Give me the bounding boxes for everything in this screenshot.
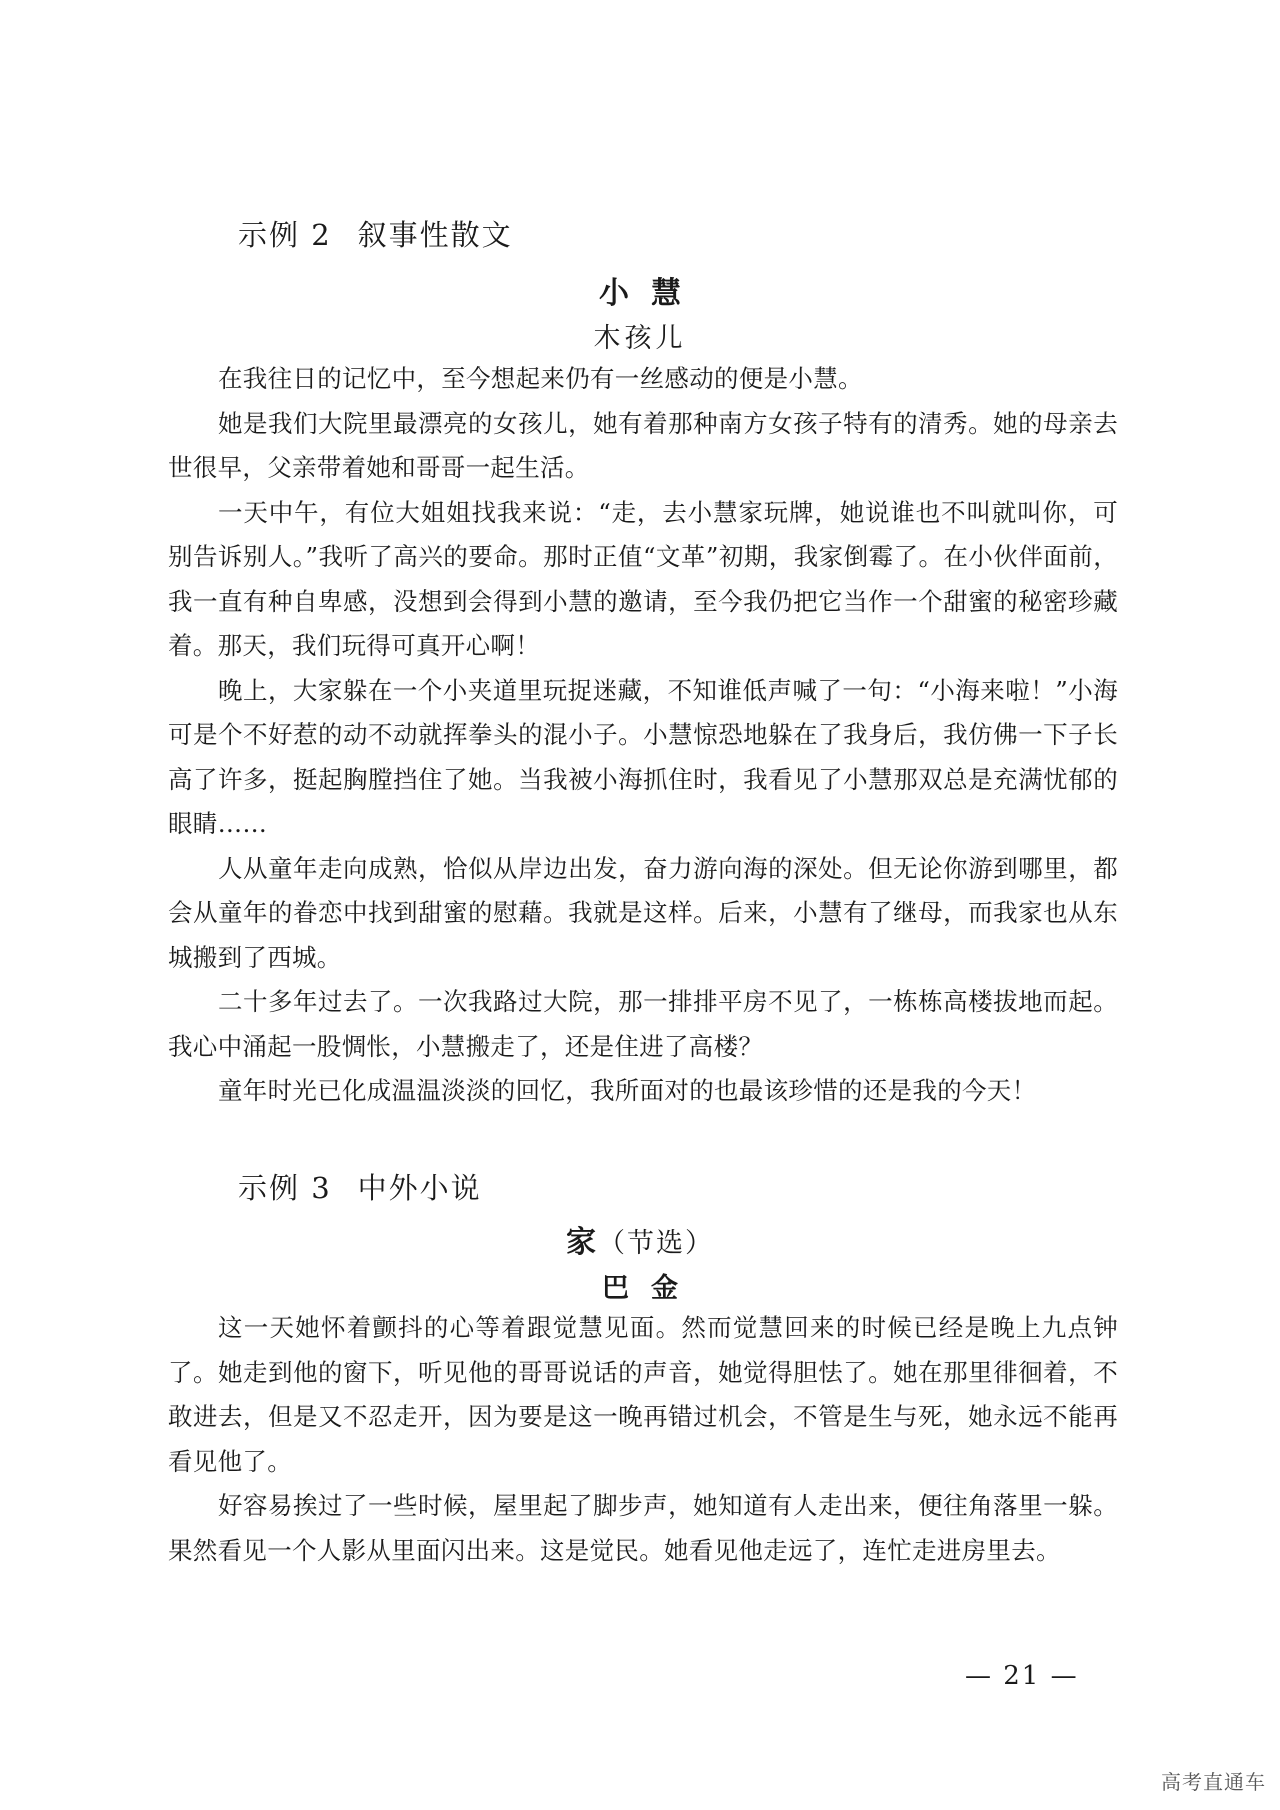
example-3-genre: 中外小说	[357, 1171, 482, 1205]
example-3-label: 示例 3	[238, 1171, 332, 1205]
novel-title-note: （节选）	[598, 1228, 714, 1259]
example-2-label: 示例 2	[238, 218, 332, 252]
essay-paragraph-5: 人从童年走向成熟，恰似从岸边出发，奋力游向海的深处。但无论你游到哪里，都会从童年的眷恋中找到甜蜜的慰藉。我就是这样。后来，小慧有了继母，而我家也从东城搬到了西城。	[168, 853, 1118, 972]
novel-author: 巴金	[602, 1273, 700, 1304]
novel-title-text: 家	[566, 1225, 598, 1260]
essay-paragraph-1: 在我往日的记忆中，至今想起来仍有一丝感动的便是小慧。	[218, 364, 863, 393]
essay-paragraph-7: 童年时光已化成温温淡淡的回忆，我所面对的也最该珍惜的还是我的今天！	[218, 1076, 1037, 1105]
example-2-heading	[238, 213, 513, 254]
page-number: — 21 —	[965, 1661, 1079, 1691]
essay-paragraph-2: 她是我们大院里最漂亮的女孩儿，她有着那种南方女孩子特有的清秀。她的母亲去世很早，父亲带着她和哥哥一起生活。	[168, 408, 1118, 482]
essay-paragraph-4: 晚上，大家躲在一个小夹道里玩捉迷藏，不知谁低声喊了一句：“小海来啦！”小海可是个不好惹的动不动就挥拳头的混小子。小慧惊恐地躲在了我身后，我仿佛一下子长高了许多，挺起胸膛挡住了她。当我被小海抓住时，我看见了小慧那双总是充满忧郁的眼睛……	[168, 675, 1118, 838]
example-2-genre: 叙事性散文	[357, 218, 513, 252]
essay-author: 木孩儿	[593, 323, 687, 354]
novel-body	[168, 1306, 1118, 1573]
example-3-heading	[238, 1166, 482, 1207]
watermark: 高考直通车	[1161, 1770, 1266, 1794]
novel-paragraph-2: 好容易挨过了一些时候，屋里起了脚步声，她知道有人走出来，便往角落里一躲。果然看见一个人影从里面闪出来。这是觉民。她看见他走远了，连忙走进房里去。	[168, 1491, 1118, 1565]
essay-title: 小慧	[599, 276, 703, 311]
essay-paragraph-3: 一天中午，有位大姐姐找我来说：“走，去小慧家玩牌，她说谁也不叫就叫你，可别告诉别人。”我听了高兴的要命。那时正值“文革”初期，我家倒霉了。在小伙伴面前，我一直有种自卑感，没想到会得到小慧的邀请，至今我仍把它当作一个甜蜜的秘密珍藏着。那天，我们玩得可真开心啊！	[168, 497, 1118, 660]
essay-paragraph-6: 二十多年过去了。一次我路过大院，那一排排平房不见了，一栋栋高楼拔地而起。我心中涌起一股惆怅，小慧搬走了，还是住进了高楼？	[168, 987, 1118, 1061]
essay-body	[168, 357, 1118, 1114]
novel-paragraph-1: 这一天她怀着颤抖的心等着跟觉慧见面。然而觉慧回来的时候已经是晚上九点钟了。她走到他的窗下，听见他的哥哥说话的声音，她觉得胆怯了。她在那里徘徊着，不敢进去，但是又不忍走开，因为要是这一晚再错过机会，不管是生与死，她永远不能再看见他了。	[168, 1313, 1118, 1476]
novel-title	[0, 1217, 1280, 1261]
